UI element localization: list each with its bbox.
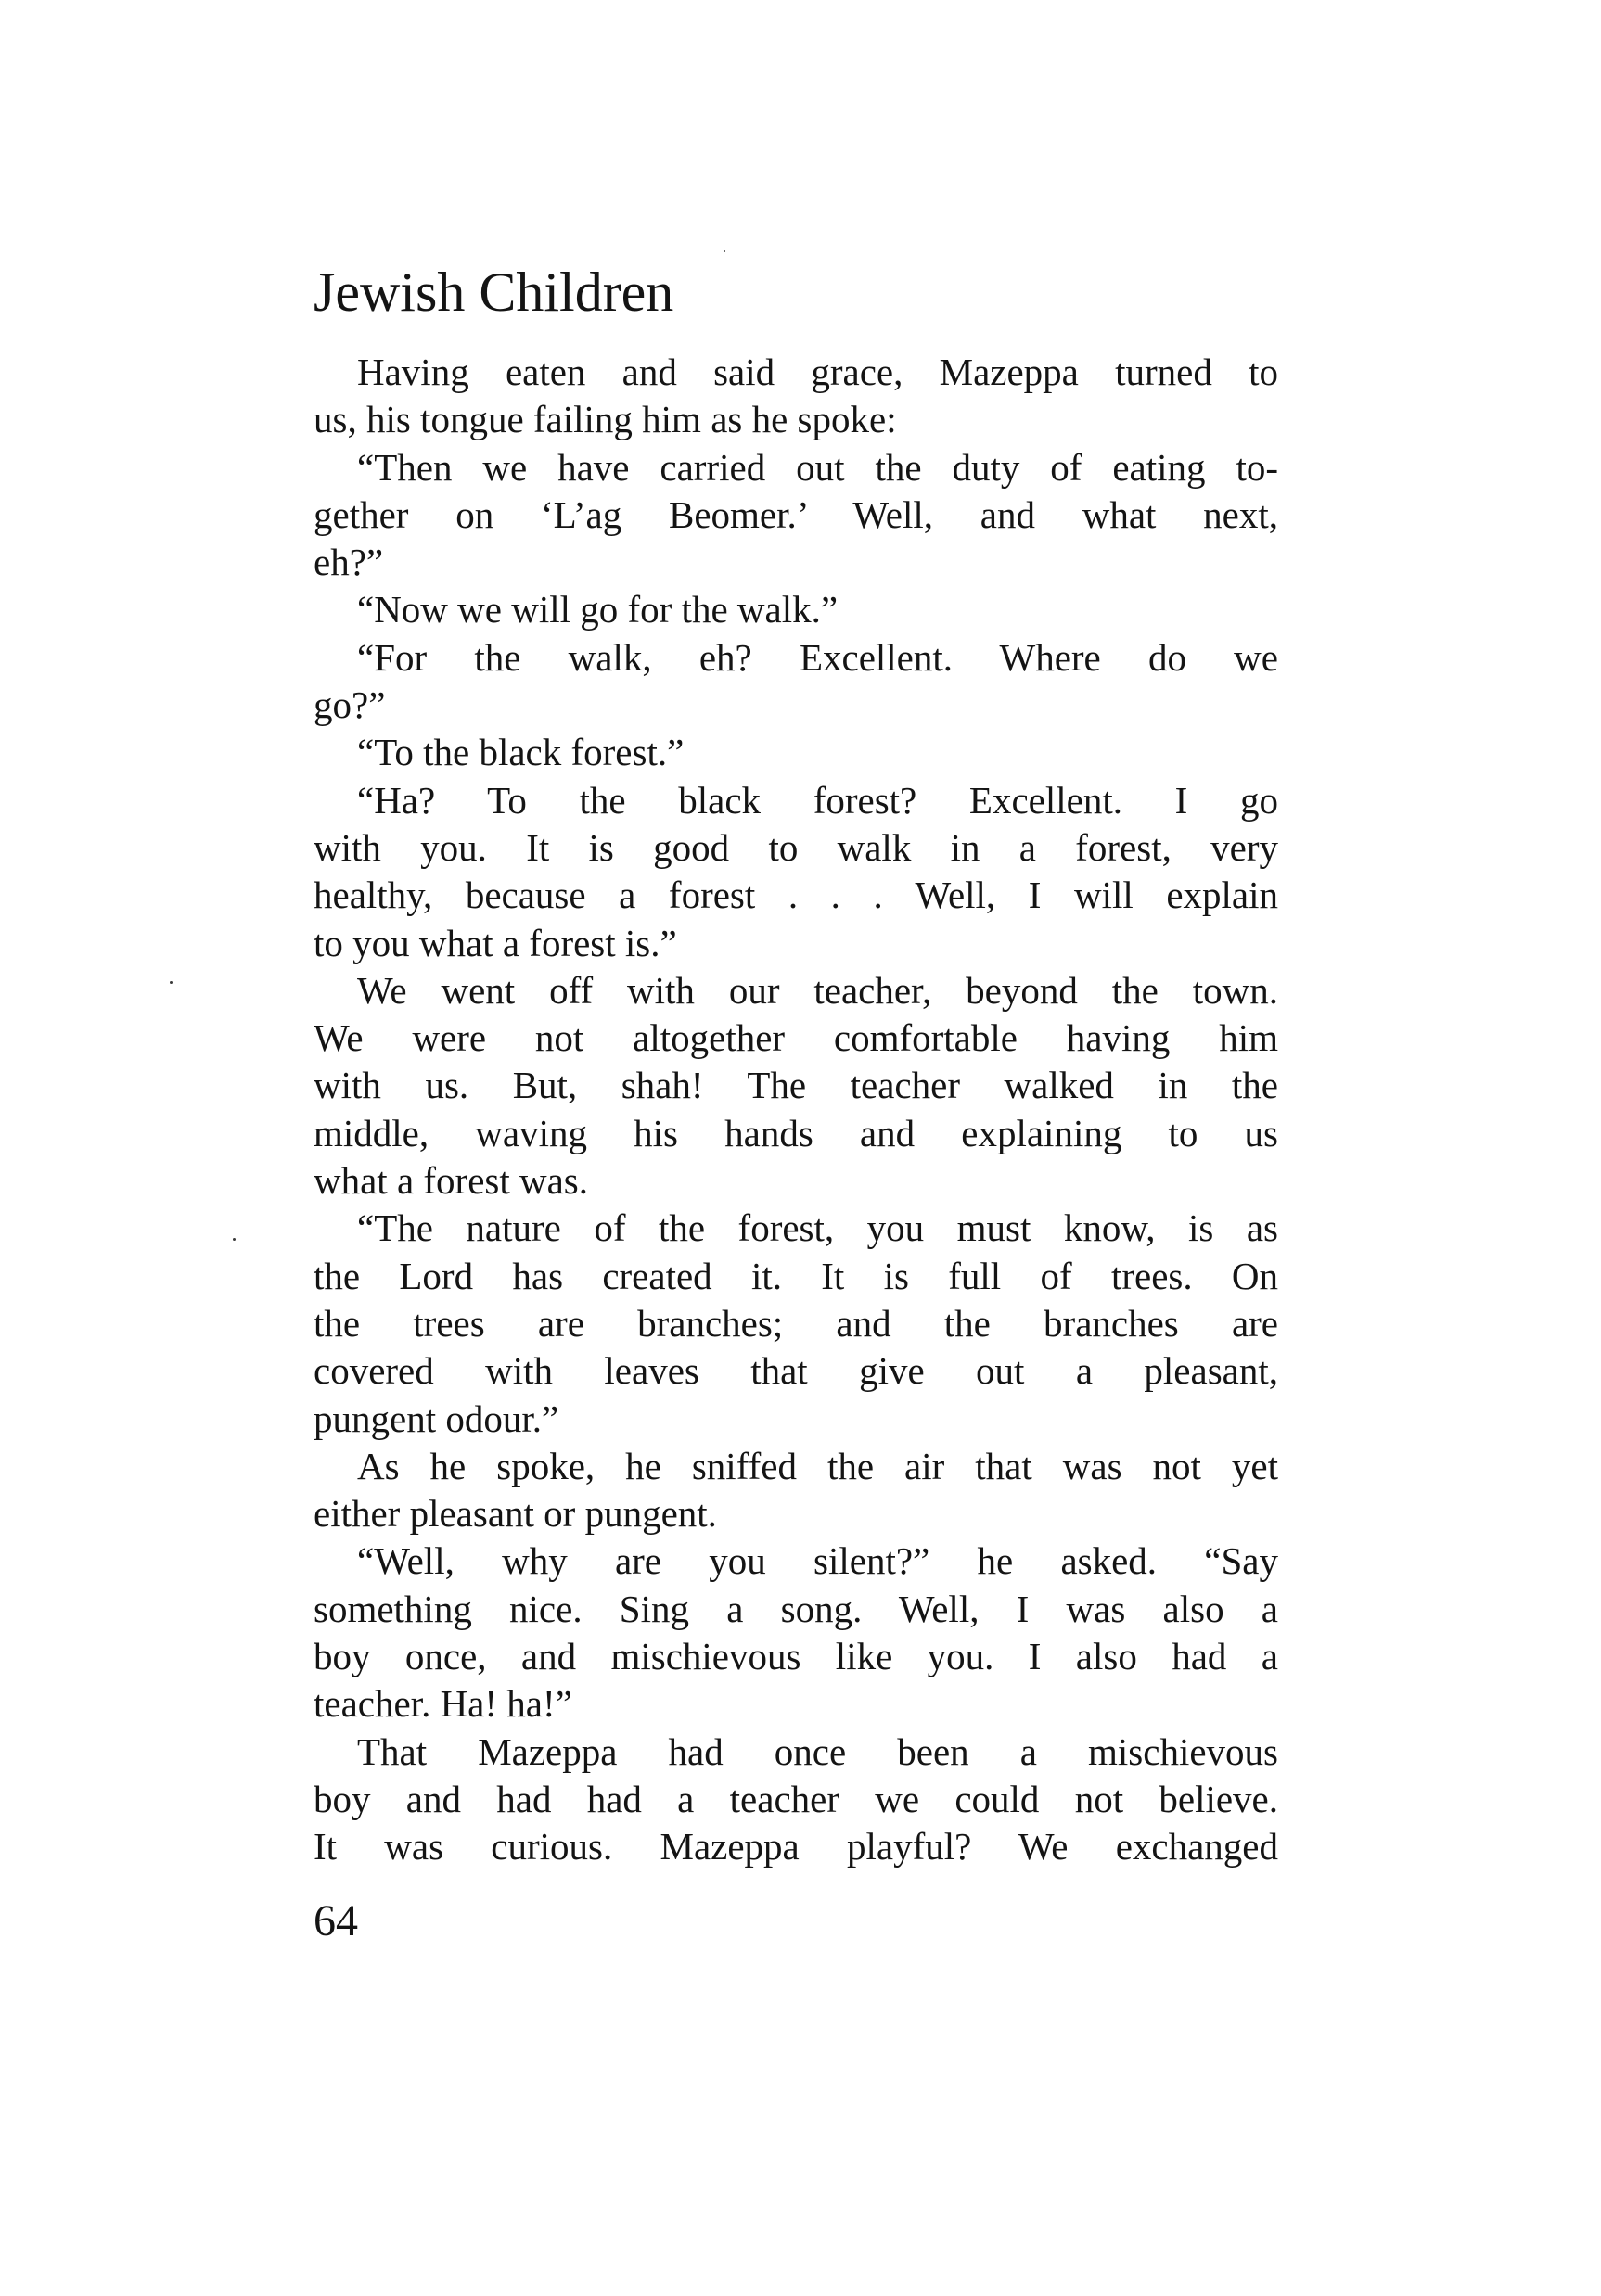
text-line: covered with leaves that give out a pleasant, [314,1349,1278,1393]
text-line: healthy, because a forest . . . Well, I will explain [314,874,1278,917]
text-line: “Then we have carried out the duty of eating to- [357,445,1278,489]
text-line: “Well, why are you silent?” he asked. “Say [357,1539,1278,1583]
print-speck [170,981,173,984]
text-line: Having eaten and said grace, Mazeppa turned to [357,351,1278,393]
text-line: “Now we will go for the walk.” [357,588,839,631]
text-line: what a forest was. [314,1159,589,1203]
text-line: “The nature of the forest, you must know, is as [357,1206,1278,1250]
text-line: eh?” [314,541,384,584]
text-line: It was curious. Mazeppa playful? We exchanged [314,1825,1278,1869]
text-line: middle, waving his hands and explaining to us [314,1111,1278,1154]
print-speck [724,250,725,252]
text-line: the Lord has created it. It is full of trees. On [314,1254,1278,1297]
page-number: 64 [314,1896,358,1945]
print-speck [233,1238,236,1241]
text-line: either pleasant or pungent. [314,1492,717,1536]
text-line: with us. But, shah! The teacher walked in the [314,1064,1278,1107]
text-line: something nice. Sing a song. Well, I was also a [314,1587,1278,1630]
text-line: “Ha? To the black forest? Excellent. I go [357,778,1278,822]
text-line: us, his tongue failing him as he spoke: [314,398,897,441]
text-line: the trees are branches; and the branches are [314,1301,1278,1345]
text-line: We went off with our teacher, beyond the town. [357,968,1278,1012]
text-line: As he spoke, he sniffed the air that was not yet [357,1444,1278,1487]
text-line: teacher. Ha! ha!” [314,1682,572,1726]
text-line: That Mazeppa had once been a mischievous [357,1729,1278,1773]
text-line: We were not altogether comfortable having him [314,1016,1278,1060]
text-line: pungent odour.” [314,1397,559,1440]
text-line: boy and had had a teacher we could not believe. [314,1777,1278,1820]
text-line: to you what a forest is.” [314,921,677,964]
running-title: Jewish Children [314,261,674,323]
text-line: boy once, and mischievous like you. I also had a [314,1635,1278,1678]
text-line: “For the walk, eh? Excellent. Where do we [357,635,1278,679]
text-line: go?” [314,683,386,727]
body-text [314,349,1278,1871]
text-line: gether on ‘L’ag Beomer.’ Well, and what next, [314,492,1278,536]
text-line: “To the black forest.” [357,731,685,774]
text-line: with you. It is good to walk in a forest, very [314,825,1278,869]
